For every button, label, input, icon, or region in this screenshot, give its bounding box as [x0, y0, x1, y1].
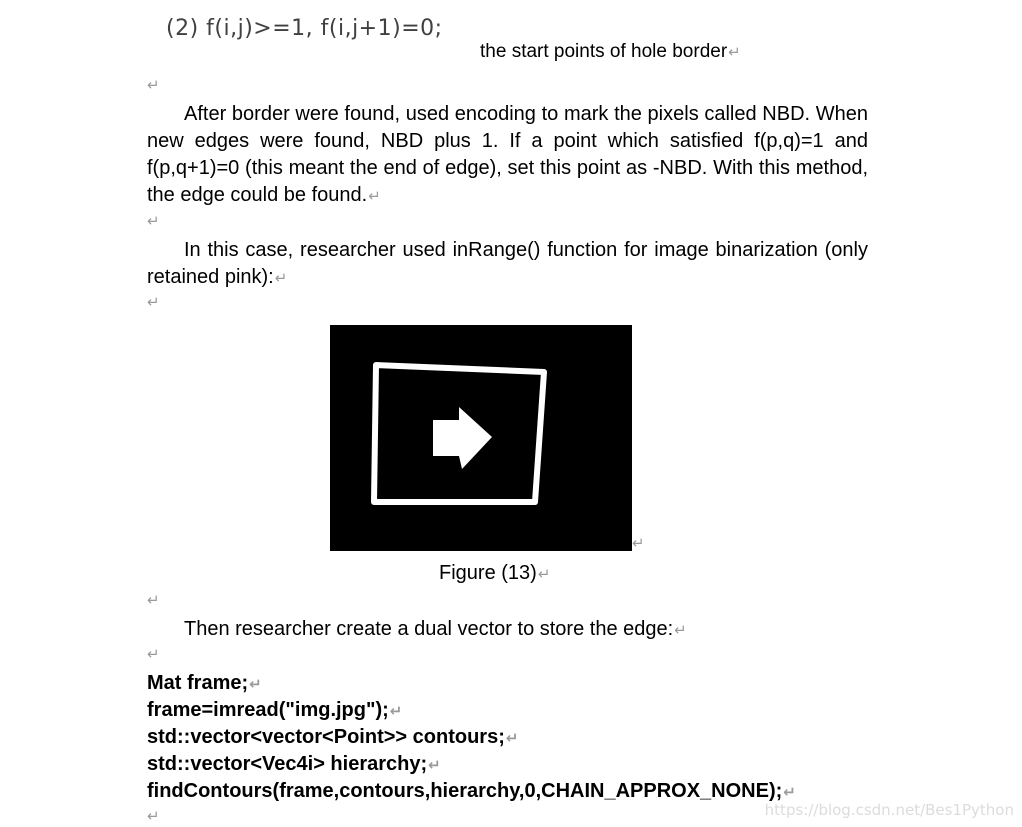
- return-mark-icon: ↵: [147, 76, 160, 94]
- return-mark-icon: ↵: [428, 756, 441, 774]
- formula-note: the start points of hole border↵: [480, 41, 741, 62]
- return-mark-icon: ↵: [537, 565, 551, 583]
- return-mark-icon: ↵: [274, 269, 288, 287]
- return-mark-icon: ↵: [674, 621, 687, 639]
- formula-line: (2) f(i,j)>=1, f(i,j+1)=0;: [166, 16, 443, 41]
- return-mark-icon: ↵: [389, 702, 403, 720]
- code-line: std::vector<vector<Point>> contours;↵: [147, 726, 519, 748]
- code-line: std::vector<Vec4i> hierarchy;↵: [147, 753, 441, 775]
- return-mark-icon: ↵: [505, 729, 519, 747]
- paragraph-dual-vector: Then researcher create a dual vector to store the edge:↵: [184, 618, 687, 640]
- binarized-figure-svg: [330, 325, 632, 551]
- return-mark-icon: ↵: [147, 293, 160, 311]
- paragraph-border-encoding: After border were found, used encoding to mark the pixels called NBD. When new edges were found, NBD plus 1. If a point which satisfied f(p,q)=1 and f(p,q+1)=0 (this meant the end of edge), set this point as -NBD. With this method, the edge could be found.↵: [147, 103, 868, 206]
- code-line: findContours(frame,contours,hierarchy,0,CHAIN_APPROX_NONE);↵: [147, 780, 796, 802]
- return-mark-icon: ↵: [147, 645, 160, 663]
- binarized-figure-image: [330, 325, 632, 551]
- return-mark-icon: ↵: [147, 807, 160, 825]
- paragraph-binarization: In this case, researcher used inRange() function for image binarization (only retained pink):↵: [147, 239, 868, 288]
- return-mark-icon: ↵: [368, 187, 381, 205]
- return-mark-icon: ↵: [728, 43, 741, 61]
- figure-caption: Figure (13)↵: [439, 562, 551, 584]
- return-mark-icon: ↵: [147, 591, 160, 609]
- return-mark-icon: ↵: [249, 675, 262, 693]
- return-mark-icon: ↵: [783, 783, 796, 801]
- code-line: frame=imread("img.jpg");↵: [147, 699, 403, 721]
- return-mark-icon: ↵: [147, 212, 160, 230]
- code-line: Mat frame;↵: [147, 672, 262, 694]
- watermark: https://blog.csdn.net/Bes1Python: [764, 801, 1014, 819]
- return-mark-icon: ↵: [632, 534, 645, 552]
